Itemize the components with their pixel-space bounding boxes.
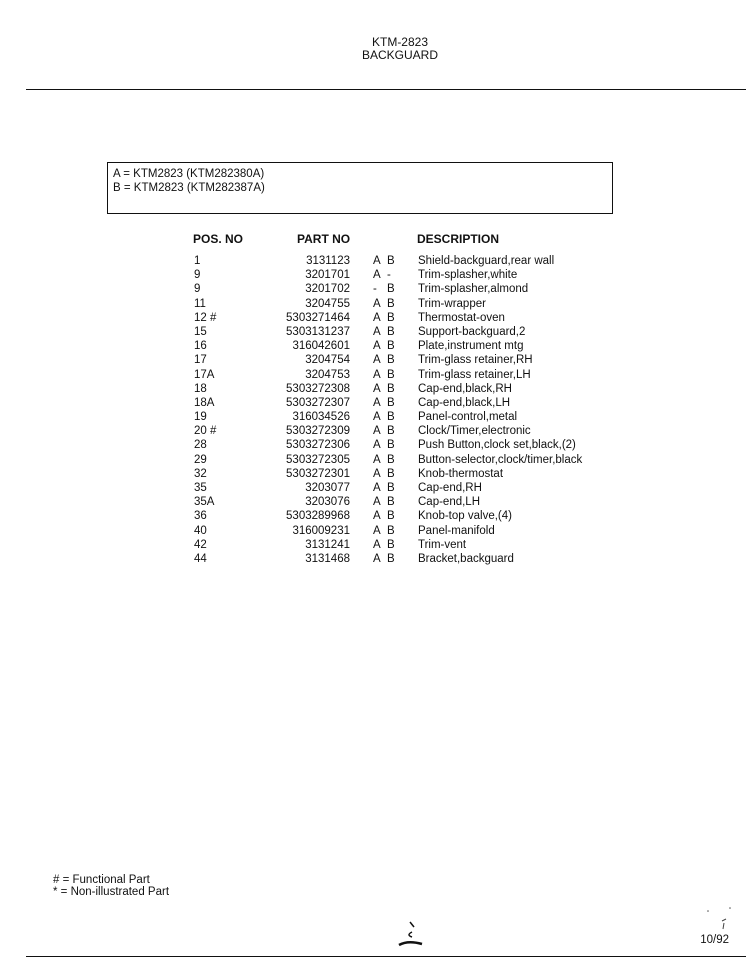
pos-cell: 35 [194, 482, 207, 494]
variant-b-cell: B [387, 411, 395, 424]
variant-b-cell: B [387, 311, 395, 324]
description-cell: Trim-glass retainer,LH [418, 368, 531, 381]
description-cell: Knob-top valve,(4) [418, 510, 512, 523]
part-number-cell: 3131241 [305, 538, 350, 551]
part-number-cell: 5303272308 [286, 382, 350, 395]
variant-b-cell: B [387, 496, 395, 509]
part-number-cell: 316042601 [292, 340, 350, 353]
variant-b-cell: B [387, 255, 395, 267]
table-row [0, 481, 750, 495]
variant-key: A [113, 168, 121, 180]
legend [53, 874, 169, 898]
table-row [0, 268, 750, 282]
column-header-desc: DESCRIPTION [417, 232, 500, 246]
pos-cell: 17A [194, 368, 215, 381]
variant-a-cell: A [373, 382, 381, 395]
variant-a-cell: A [373, 297, 381, 310]
part-number-cell: 316034526 [292, 411, 350, 424]
pos-cell: 9 [194, 283, 201, 296]
pos-cell: 1 [194, 255, 201, 267]
table-row [0, 509, 750, 523]
variant-a-cell: A [373, 325, 381, 338]
part-number-cell: 3204755 [305, 297, 350, 310]
part-number-cell: 5303272301 [286, 467, 350, 480]
variant-key-box [107, 162, 613, 214]
part-number-cell: 3131468 [305, 552, 350, 565]
part-number-cell: 3203077 [305, 482, 350, 494]
variant-b-cell: B [387, 439, 395, 452]
variant-a-cell: A [373, 496, 381, 509]
variant-a-cell: A [373, 482, 381, 494]
part-number-cell: 5303289968 [286, 510, 350, 523]
variant-a-cell: A [373, 269, 381, 282]
description-cell: Trim-glass retainer,RH [418, 354, 533, 367]
description-cell: Knob-thermostat [418, 467, 504, 480]
description-cell: Push Button,clock set,black,(2) [418, 439, 576, 452]
part-number-cell: 3131123 [306, 255, 350, 267]
variant-value: KTM2823 (KTM282387A) [133, 182, 265, 194]
variant-a-cell: A [373, 453, 381, 466]
description-cell: Bracket,backguard [418, 552, 514, 565]
variant-b-cell: B [387, 283, 395, 296]
table-row [0, 424, 750, 438]
table-row [0, 467, 750, 481]
variant-value: KTM2823 (KTM282380A) [133, 168, 265, 180]
pos-cell: 32 [194, 467, 207, 480]
variant-eq: = [123, 182, 131, 194]
pos-cell: 11 [194, 297, 206, 310]
description-cell: Cap-end,black,RH [418, 382, 512, 395]
variant-a-cell: A [373, 552, 381, 565]
part-number-cell: 3201701 [305, 269, 350, 282]
description-cell: Trim-splasher,almond [418, 283, 529, 296]
legend-non-illustrated: * = Non-illustrated Part [53, 886, 170, 898]
variant-a-cell: A [373, 311, 381, 324]
variant-a-cell: A [373, 255, 381, 267]
variant-b-cell: B [387, 425, 395, 438]
description-cell: Trim-vent [418, 538, 467, 551]
pos-cell: 42 [194, 538, 207, 551]
description-cell: Trim-wrapper [418, 297, 486, 310]
part-number-cell: 3203076 [305, 496, 350, 509]
pos-cell: 15 [194, 325, 207, 338]
part-number-cell: 3204753 [305, 368, 350, 381]
part-number-cell: 5303272307 [286, 396, 350, 409]
variant-a-cell: A [373, 396, 381, 409]
table-row [0, 495, 750, 509]
variant-a-cell: A [373, 439, 381, 452]
part-number-cell: 3201702 [305, 283, 350, 296]
handwritten-mark-icon [396, 918, 426, 952]
part-number-cell: 5303272306 [286, 439, 350, 452]
part-number-cell: 316009231 [292, 524, 350, 537]
variant-b-cell: B [387, 340, 395, 353]
variant-b-cell: B [387, 297, 395, 310]
pos-cell: 44 [194, 552, 207, 565]
variant-key: B [113, 182, 121, 194]
table-row [0, 396, 750, 410]
variant-eq: = [123, 168, 130, 180]
description-cell: Plate,instrument mtg [418, 340, 524, 353]
description-cell: Cap-end,LH [418, 496, 481, 509]
scan-specks-icon [700, 905, 740, 935]
table-row [0, 282, 750, 296]
variant-b-cell: - [387, 269, 391, 282]
pos-cell: 19 [194, 411, 207, 424]
table-row [0, 438, 750, 452]
variant-b-cell: B [387, 482, 395, 494]
table-row [0, 552, 750, 566]
variant-a-line [113, 167, 612, 181]
pos-cell: 20 # [194, 425, 217, 438]
description-cell: Cap-end,black,LH [418, 396, 511, 409]
part-number-cell: 3204754 [305, 354, 350, 367]
table-row [0, 453, 750, 467]
variant-b-cell: B [387, 552, 395, 565]
variant-b-cell: B [387, 382, 395, 395]
table-row [0, 254, 750, 268]
legend-functional: # = Functional Part [53, 874, 150, 886]
part-number-cell: 5303272305 [286, 453, 350, 466]
variant-b-cell: B [387, 453, 395, 466]
variant-b-cell: B [387, 354, 395, 367]
description-cell: Panel-manifold [418, 524, 495, 537]
table-row [0, 538, 750, 552]
variant-b-cell: B [387, 396, 395, 409]
table-row [0, 297, 750, 311]
table-row [0, 524, 750, 538]
pos-cell: 18A [194, 396, 215, 409]
variant-a-cell: A [373, 510, 381, 523]
pos-cell: 18 [194, 382, 207, 395]
footer-divider [26, 956, 746, 957]
pos-cell: 35A [194, 496, 215, 509]
parts-list [0, 254, 750, 566]
variant-a-cell: A [373, 354, 381, 367]
variant-b-cell: B [387, 467, 395, 480]
variant-a-cell: A [373, 467, 381, 480]
description-cell: Clock/Timer,electronic [418, 425, 531, 438]
doc-model-number: KTM-2823 [371, 35, 429, 49]
pos-cell: 17 [194, 354, 207, 367]
revision-date: 10/92 [700, 934, 729, 946]
pos-cell: 28 [194, 439, 207, 452]
pos-cell: 12 # [194, 311, 217, 324]
variant-b-cell: B [387, 510, 395, 523]
description-cell: Cap-end,RH [418, 482, 482, 494]
pos-cell: 29 [194, 453, 207, 466]
table-row [0, 368, 750, 382]
column-header-part: PART NO [297, 232, 351, 246]
variant-a-cell: - [373, 283, 377, 296]
variant-b-line [113, 181, 612, 195]
variant-a-cell: A [373, 538, 381, 551]
table-row [0, 353, 750, 367]
pos-cell: 36 [194, 510, 207, 523]
part-number-cell: 5303131237 [286, 325, 350, 338]
variant-a-cell: A [373, 368, 381, 381]
variant-a-cell: A [373, 340, 381, 353]
variant-a-cell: A [373, 524, 381, 537]
variant-a-cell: A [373, 411, 381, 424]
description-cell: Support-backguard,2 [418, 325, 526, 338]
description-cell: Button-selector,clock/timer,black [418, 453, 583, 466]
pos-cell: 9 [194, 269, 201, 282]
header-divider [26, 89, 746, 90]
description-cell: Trim-splasher,white [418, 269, 518, 282]
description-cell: Shield-backguard,rear wall [418, 255, 555, 267]
variant-b-cell: B [387, 524, 395, 537]
variant-b-cell: B [387, 368, 395, 381]
table-row [0, 382, 750, 396]
pos-cell: 40 [194, 524, 207, 537]
doc-section-title: BACKGUARD [361, 48, 438, 62]
part-number-cell: 5303271464 [286, 311, 350, 324]
variant-a-cell: A [373, 425, 381, 438]
pos-cell: 16 [194, 340, 207, 353]
part-number-cell: 5303272309 [286, 425, 350, 438]
table-row [0, 325, 750, 339]
description-cell: Panel-control,metal [418, 411, 518, 424]
table-row [0, 311, 750, 325]
table-row [0, 339, 750, 353]
description-cell: Thermostat-oven [418, 311, 505, 324]
column-header-pos: POS. NO [193, 232, 244, 246]
table-row [0, 410, 750, 424]
variant-b-cell: B [387, 325, 395, 338]
variant-b-cell: B [387, 538, 395, 551]
